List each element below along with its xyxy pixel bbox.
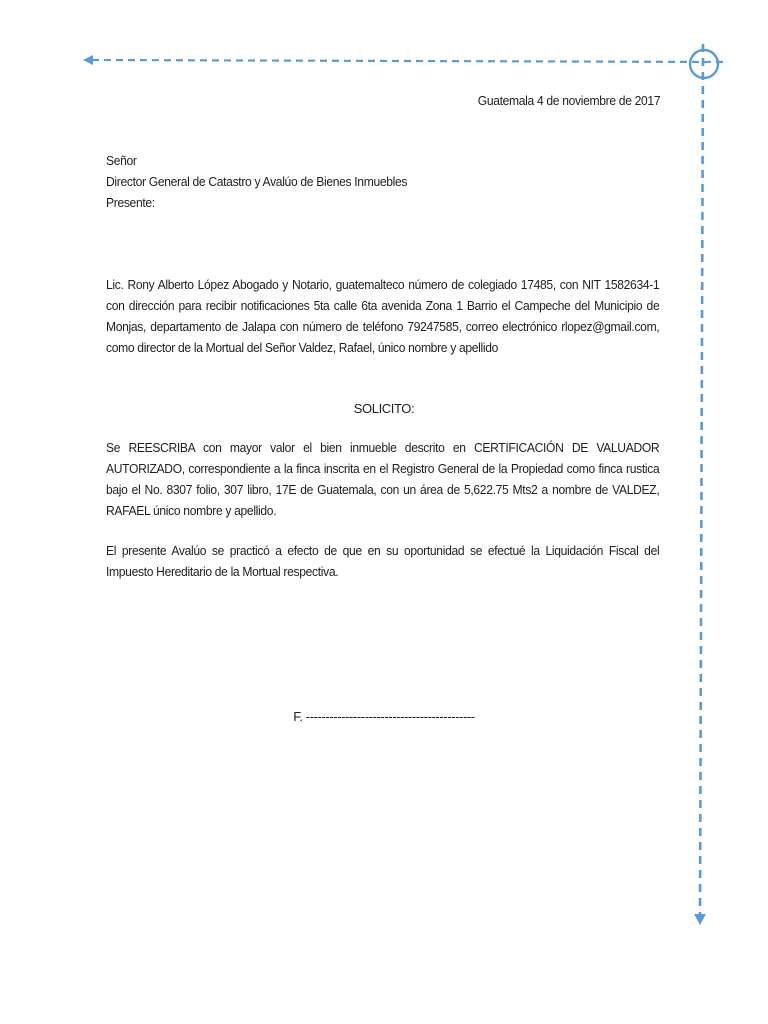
- left-arrow-icon: [83, 55, 93, 65]
- request-paragraph: Se REESCRIBA con mayor valor el bien inmueble descrito en CERTIFICACIÓN DE VALUADOR AUTORIZADO, correspondiente a la finca inscrita en el Registro General de la Propiedad como finca rustica bajo el No. 8307 folio, 307 libro, 17E de Guatemala, con un área de 5,622.75 Mts2 a nombre de VALDEZ, RAFAEL único nombre y apellido.: [106, 440, 660, 518]
- purpose-paragraph: El presente Avalúo se practicó a efecto de que en su oportunidad se efectué la Liquidación Fiscal del Impuesto Hereditario de la Mortual respectiva.: [106, 543, 660, 579]
- top-dashed-line: [92, 60, 726, 62]
- signature-line: F. -------------------------------------------: [293, 709, 475, 724]
- addressee-block: [106, 150, 407, 213]
- letter-date: Guatemala 4 de noviembre de 2017: [477, 93, 660, 108]
- salutation: Señor: [106, 153, 137, 168]
- right-dashed-line: [700, 44, 703, 914]
- presente-line: Presente:: [106, 195, 155, 210]
- down-arrow-icon: [694, 914, 706, 925]
- recipient-title: Director General de Catastro y Avalúo de Bienes Inmuebles: [106, 174, 408, 189]
- intro-paragraph: Lic. Rony Alberto López Abogado y Notario, guatemalteco número de colegiado 17485, con NIT 1582634-1 con dirección para recibir notificaciones 5ta calle 6ta avenida Zona 1 Barrio el Campeche del Municipio de Monjas, departamento de Jalapa con número de teléfono 79247585, correo electrónico rlopez@gmail.com, como director de la Mortual del Señor Valdez, Rafael, único nombre y apellido: [106, 277, 660, 355]
- solicito-heading: SOLICITO:: [353, 401, 415, 416]
